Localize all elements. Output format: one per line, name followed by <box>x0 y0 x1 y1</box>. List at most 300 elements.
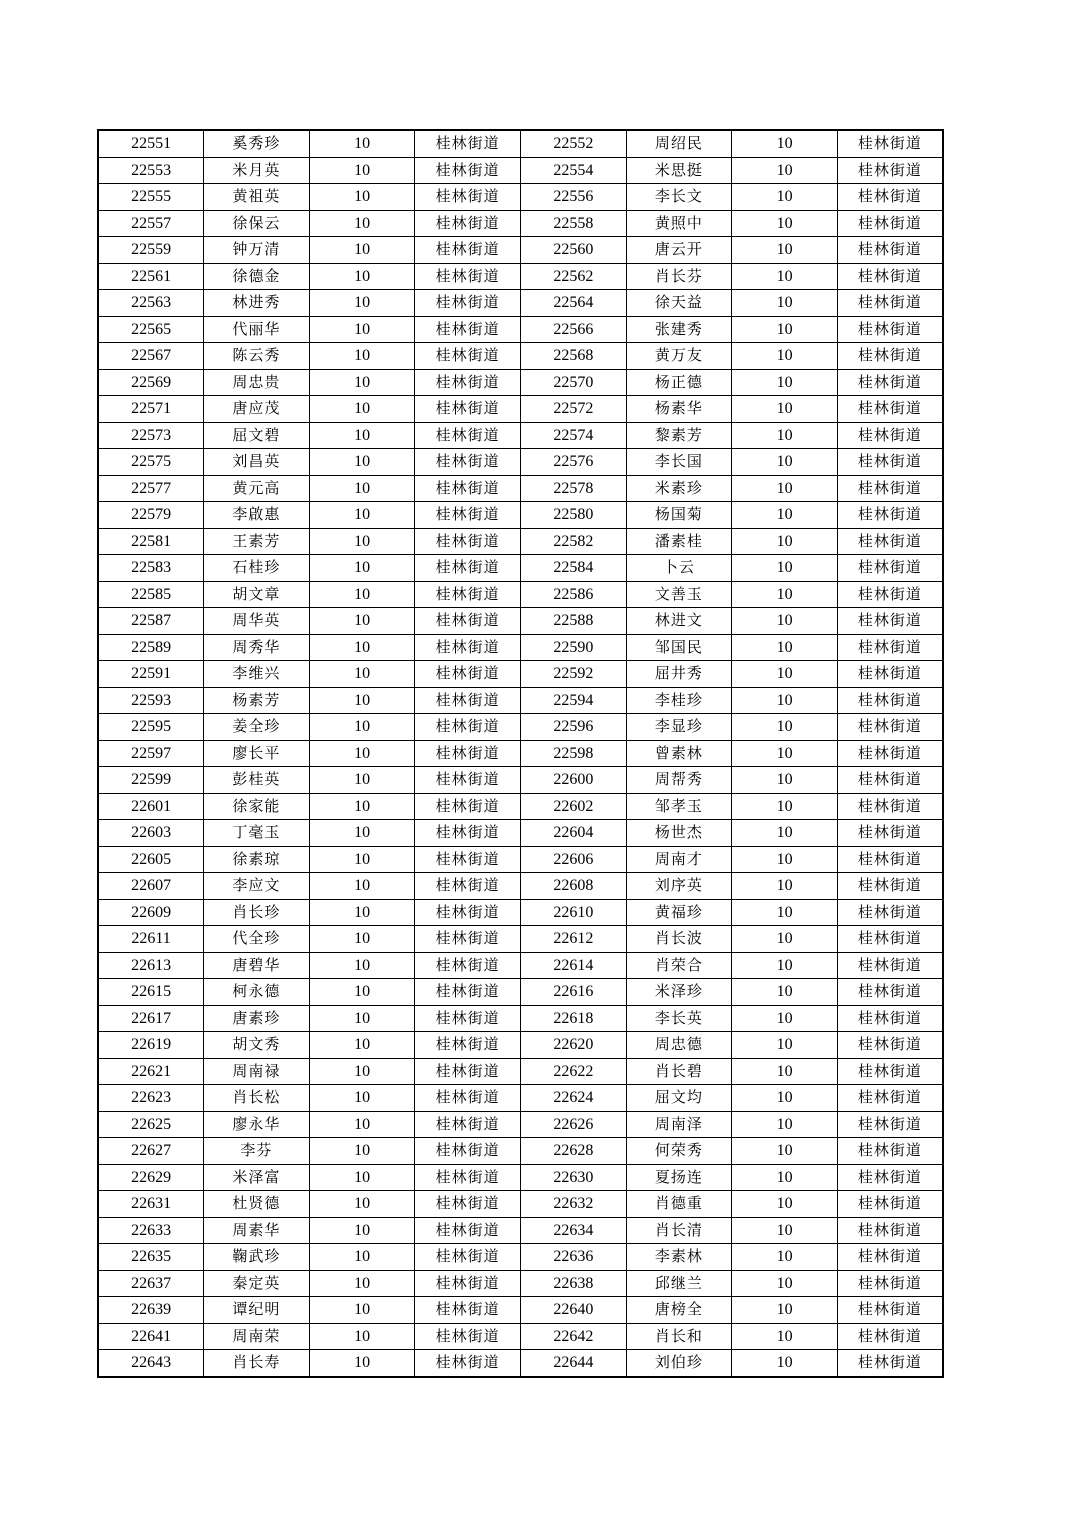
name-cell: 米思挺 <box>626 157 732 184</box>
amount-cell: 10 <box>732 634 838 661</box>
table-row <box>98 157 943 184</box>
serial-number-cell: 22624 <box>521 1085 627 1112</box>
street-cell: 桂林街道 <box>837 661 943 688</box>
serial-number-cell: 22573 <box>98 422 204 449</box>
street-cell: 桂林街道 <box>837 767 943 794</box>
amount-cell: 10 <box>309 1005 415 1032</box>
amount-cell: 10 <box>732 502 838 529</box>
street-cell: 桂林街道 <box>415 1350 521 1377</box>
amount-cell: 10 <box>732 740 838 767</box>
name-cell: 李啟惠 <box>204 502 310 529</box>
amount-cell: 10 <box>309 157 415 184</box>
name-cell: 卜云 <box>626 555 732 582</box>
table-row <box>98 130 943 157</box>
table-row <box>98 555 943 582</box>
street-cell: 桂林街道 <box>415 1005 521 1032</box>
street-cell: 桂林街道 <box>415 130 521 157</box>
amount-cell: 10 <box>732 767 838 794</box>
name-cell: 钟万清 <box>204 237 310 264</box>
amount-cell: 10 <box>732 528 838 555</box>
amount-cell: 10 <box>309 1058 415 1085</box>
name-cell: 张建秀 <box>626 316 732 343</box>
serial-number-cell: 22606 <box>521 846 627 873</box>
table-row <box>98 184 943 211</box>
name-cell: 周南禄 <box>204 1058 310 1085</box>
amount-cell: 10 <box>309 369 415 396</box>
table-row <box>98 899 943 926</box>
street-cell: 桂林街道 <box>415 1297 521 1324</box>
serial-number-cell: 22634 <box>521 1217 627 1244</box>
amount-cell: 10 <box>732 899 838 926</box>
serial-number-cell: 22588 <box>521 608 627 635</box>
name-cell: 杨正德 <box>626 369 732 396</box>
name-cell: 周绍民 <box>626 130 732 157</box>
name-cell: 屈井秀 <box>626 661 732 688</box>
table-row <box>98 528 943 555</box>
amount-cell: 10 <box>309 767 415 794</box>
amount-cell: 10 <box>309 449 415 476</box>
name-cell: 石桂珍 <box>204 555 310 582</box>
serial-number-cell: 22612 <box>521 926 627 953</box>
amount-cell: 10 <box>309 1244 415 1271</box>
amount-cell: 10 <box>309 475 415 502</box>
serial-number-cell: 22578 <box>521 475 627 502</box>
street-cell: 桂林街道 <box>415 1191 521 1218</box>
amount-cell: 10 <box>732 396 838 423</box>
serial-number-cell: 22551 <box>98 130 204 157</box>
name-cell: 屈文碧 <box>204 422 310 449</box>
serial-number-cell: 22619 <box>98 1032 204 1059</box>
name-cell: 廖长平 <box>204 740 310 767</box>
street-cell: 桂林街道 <box>837 184 943 211</box>
street-cell: 桂林街道 <box>837 846 943 873</box>
amount-cell: 10 <box>309 1085 415 1112</box>
serial-number-cell: 22618 <box>521 1005 627 1032</box>
street-cell: 桂林街道 <box>837 740 943 767</box>
amount-cell: 10 <box>732 1217 838 1244</box>
serial-number-cell: 22610 <box>521 899 627 926</box>
amount-cell: 10 <box>309 1032 415 1059</box>
amount-cell: 10 <box>732 1350 838 1377</box>
name-cell: 柯永德 <box>204 979 310 1006</box>
street-cell: 桂林街道 <box>415 1032 521 1059</box>
name-cell: 周南泽 <box>626 1111 732 1138</box>
street-cell: 桂林街道 <box>837 210 943 237</box>
serial-number-cell: 22568 <box>521 343 627 370</box>
name-cell: 奚秀珍 <box>204 130 310 157</box>
name-cell: 潘素桂 <box>626 528 732 555</box>
street-cell: 桂林街道 <box>837 1058 943 1085</box>
amount-cell: 10 <box>309 396 415 423</box>
serial-number-cell: 22563 <box>98 290 204 317</box>
amount-cell: 10 <box>309 634 415 661</box>
name-cell: 徐素琼 <box>204 846 310 873</box>
street-cell: 桂林街道 <box>837 1270 943 1297</box>
amount-cell: 10 <box>309 1138 415 1165</box>
serial-number-cell: 22560 <box>521 237 627 264</box>
amount-cell: 10 <box>732 316 838 343</box>
amount-cell: 10 <box>732 210 838 237</box>
street-cell: 桂林街道 <box>837 555 943 582</box>
serial-number-cell: 22627 <box>98 1138 204 1165</box>
street-cell: 桂林街道 <box>837 369 943 396</box>
table-row <box>98 1191 943 1218</box>
street-cell: 桂林街道 <box>415 210 521 237</box>
roster-table <box>97 129 944 1378</box>
name-cell: 米素珍 <box>626 475 732 502</box>
street-cell: 桂林街道 <box>837 237 943 264</box>
amount-cell: 10 <box>309 581 415 608</box>
serial-number-cell: 22626 <box>521 1111 627 1138</box>
street-cell: 桂林街道 <box>415 290 521 317</box>
serial-number-cell: 22575 <box>98 449 204 476</box>
street-cell: 桂林街道 <box>837 1323 943 1350</box>
table-row <box>98 449 943 476</box>
serial-number-cell: 22583 <box>98 555 204 582</box>
street-cell: 桂林街道 <box>415 475 521 502</box>
serial-number-cell: 22593 <box>98 687 204 714</box>
name-cell: 刘伯珍 <box>626 1350 732 1377</box>
amount-cell: 10 <box>309 687 415 714</box>
name-cell: 邹国民 <box>626 634 732 661</box>
serial-number-cell: 22613 <box>98 952 204 979</box>
roster-body <box>98 130 943 1377</box>
name-cell: 杨国菊 <box>626 502 732 529</box>
amount-cell: 10 <box>732 1164 838 1191</box>
name-cell: 周南荣 <box>204 1323 310 1350</box>
serial-number-cell: 22623 <box>98 1085 204 1112</box>
name-cell: 徐天益 <box>626 290 732 317</box>
table-row <box>98 1270 943 1297</box>
table-row <box>98 1005 943 1032</box>
serial-number-cell: 22602 <box>521 793 627 820</box>
table-row <box>98 926 943 953</box>
name-cell: 黎素芳 <box>626 422 732 449</box>
amount-cell: 10 <box>732 608 838 635</box>
serial-number-cell: 22630 <box>521 1164 627 1191</box>
serial-number-cell: 22617 <box>98 1005 204 1032</box>
street-cell: 桂林街道 <box>415 343 521 370</box>
name-cell: 邹孝玉 <box>626 793 732 820</box>
serial-number-cell: 22639 <box>98 1297 204 1324</box>
street-cell: 桂林街道 <box>837 1244 943 1271</box>
street-cell: 桂林街道 <box>837 263 943 290</box>
amount-cell: 10 <box>732 449 838 476</box>
name-cell: 肖长清 <box>626 1217 732 1244</box>
name-cell: 肖荣合 <box>626 952 732 979</box>
street-cell: 桂林街道 <box>837 1111 943 1138</box>
table-row <box>98 767 943 794</box>
serial-number-cell: 22577 <box>98 475 204 502</box>
name-cell: 徐德金 <box>204 263 310 290</box>
amount-cell: 10 <box>732 1244 838 1271</box>
amount-cell: 10 <box>732 979 838 1006</box>
name-cell: 唐素珍 <box>204 1005 310 1032</box>
amount-cell: 10 <box>732 820 838 847</box>
table-row <box>98 1085 943 1112</box>
table-row <box>98 740 943 767</box>
table-row <box>98 290 943 317</box>
street-cell: 桂林街道 <box>837 634 943 661</box>
name-cell: 唐应茂 <box>204 396 310 423</box>
street-cell: 桂林街道 <box>415 634 521 661</box>
table-row <box>98 210 943 237</box>
amount-cell: 10 <box>732 422 838 449</box>
name-cell: 唐云开 <box>626 237 732 264</box>
serial-number-cell: 22554 <box>521 157 627 184</box>
serial-number-cell: 22564 <box>521 290 627 317</box>
amount-cell: 10 <box>309 343 415 370</box>
name-cell: 杨素华 <box>626 396 732 423</box>
street-cell: 桂林街道 <box>837 899 943 926</box>
street-cell: 桂林街道 <box>837 926 943 953</box>
table-row <box>98 661 943 688</box>
street-cell: 桂林街道 <box>415 952 521 979</box>
serial-number-cell: 22644 <box>521 1350 627 1377</box>
name-cell: 代全珍 <box>204 926 310 953</box>
name-cell: 林进秀 <box>204 290 310 317</box>
serial-number-cell: 22589 <box>98 634 204 661</box>
street-cell: 桂林街道 <box>837 316 943 343</box>
amount-cell: 10 <box>309 1191 415 1218</box>
serial-number-cell: 22604 <box>521 820 627 847</box>
amount-cell: 10 <box>309 210 415 237</box>
name-cell: 周忠德 <box>626 1032 732 1059</box>
amount-cell: 10 <box>732 1111 838 1138</box>
name-cell: 鞠武珍 <box>204 1244 310 1271</box>
name-cell: 姜全珍 <box>204 714 310 741</box>
name-cell: 杨世杰 <box>626 820 732 847</box>
street-cell: 桂林街道 <box>837 1032 943 1059</box>
amount-cell: 10 <box>309 502 415 529</box>
serial-number-cell: 22599 <box>98 767 204 794</box>
street-cell: 桂林街道 <box>837 1085 943 1112</box>
serial-number-cell: 22597 <box>98 740 204 767</box>
name-cell: 徐保云 <box>204 210 310 237</box>
serial-number-cell: 22607 <box>98 873 204 900</box>
name-cell: 杜贤德 <box>204 1191 310 1218</box>
name-cell: 唐碧华 <box>204 952 310 979</box>
street-cell: 桂林街道 <box>837 502 943 529</box>
serial-number-cell: 22557 <box>98 210 204 237</box>
street-cell: 桂林街道 <box>415 263 521 290</box>
serial-number-cell: 22570 <box>521 369 627 396</box>
street-cell: 桂林街道 <box>415 1058 521 1085</box>
amount-cell: 10 <box>309 1297 415 1324</box>
serial-number-cell: 22605 <box>98 846 204 873</box>
street-cell: 桂林街道 <box>837 1350 943 1377</box>
serial-number-cell: 22569 <box>98 369 204 396</box>
amount-cell: 10 <box>732 1191 838 1218</box>
table-row <box>98 608 943 635</box>
street-cell: 桂林街道 <box>415 237 521 264</box>
name-cell: 文善玉 <box>626 581 732 608</box>
amount-cell: 10 <box>309 820 415 847</box>
street-cell: 桂林街道 <box>837 290 943 317</box>
serial-number-cell: 22601 <box>98 793 204 820</box>
serial-number-cell: 22625 <box>98 1111 204 1138</box>
street-cell: 桂林街道 <box>837 952 943 979</box>
table-row <box>98 846 943 873</box>
street-cell: 桂林街道 <box>415 793 521 820</box>
table-row <box>98 873 943 900</box>
serial-number-cell: 22640 <box>521 1297 627 1324</box>
street-cell: 桂林街道 <box>415 608 521 635</box>
amount-cell: 10 <box>732 130 838 157</box>
street-cell: 桂林街道 <box>415 581 521 608</box>
serial-number-cell: 22622 <box>521 1058 627 1085</box>
serial-number-cell: 22581 <box>98 528 204 555</box>
street-cell: 桂林街道 <box>837 979 943 1006</box>
street-cell: 桂林街道 <box>837 1005 943 1032</box>
name-cell: 彭桂英 <box>204 767 310 794</box>
street-cell: 桂林街道 <box>415 396 521 423</box>
amount-cell: 10 <box>309 1270 415 1297</box>
street-cell: 桂林街道 <box>837 608 943 635</box>
street-cell: 桂林街道 <box>837 396 943 423</box>
street-cell: 桂林街道 <box>415 555 521 582</box>
name-cell: 李芬 <box>204 1138 310 1165</box>
street-cell: 桂林街道 <box>837 687 943 714</box>
serial-number-cell: 22556 <box>521 184 627 211</box>
street-cell: 桂林街道 <box>837 422 943 449</box>
street-cell: 桂林街道 <box>837 1164 943 1191</box>
amount-cell: 10 <box>309 873 415 900</box>
amount-cell: 10 <box>309 555 415 582</box>
amount-cell: 10 <box>309 979 415 1006</box>
table-row <box>98 979 943 1006</box>
name-cell: 肖长碧 <box>626 1058 732 1085</box>
name-cell: 胡文秀 <box>204 1032 310 1059</box>
name-cell: 李长国 <box>626 449 732 476</box>
amount-cell: 10 <box>732 1058 838 1085</box>
street-cell: 桂林街道 <box>415 1270 521 1297</box>
amount-cell: 10 <box>309 661 415 688</box>
name-cell: 米泽富 <box>204 1164 310 1191</box>
name-cell: 唐榜全 <box>626 1297 732 1324</box>
name-cell: 李维兴 <box>204 661 310 688</box>
amount-cell: 10 <box>732 1323 838 1350</box>
serial-number-cell: 22609 <box>98 899 204 926</box>
amount-cell: 10 <box>309 608 415 635</box>
table-row <box>98 475 943 502</box>
table-row <box>98 396 943 423</box>
street-cell: 桂林街道 <box>837 873 943 900</box>
serial-number-cell: 22615 <box>98 979 204 1006</box>
table-row <box>98 263 943 290</box>
street-cell: 桂林街道 <box>415 714 521 741</box>
amount-cell: 10 <box>732 343 838 370</box>
name-cell: 黄万友 <box>626 343 732 370</box>
amount-cell: 10 <box>732 369 838 396</box>
serial-number-cell: 22585 <box>98 581 204 608</box>
street-cell: 桂林街道 <box>415 820 521 847</box>
street-cell: 桂林街道 <box>837 528 943 555</box>
serial-number-cell: 22565 <box>98 316 204 343</box>
name-cell: 廖永华 <box>204 1111 310 1138</box>
street-cell: 桂林街道 <box>415 1111 521 1138</box>
amount-cell: 10 <box>732 581 838 608</box>
name-cell: 徐家能 <box>204 793 310 820</box>
street-cell: 桂林街道 <box>415 873 521 900</box>
name-cell: 丁毫玉 <box>204 820 310 847</box>
serial-number-cell: 22620 <box>521 1032 627 1059</box>
amount-cell: 10 <box>309 237 415 264</box>
name-cell: 黄祖英 <box>204 184 310 211</box>
serial-number-cell: 22567 <box>98 343 204 370</box>
street-cell: 桂林街道 <box>415 422 521 449</box>
name-cell: 黄福珍 <box>626 899 732 926</box>
serial-number-cell: 22558 <box>521 210 627 237</box>
amount-cell: 10 <box>732 1032 838 1059</box>
name-cell: 李长文 <box>626 184 732 211</box>
amount-cell: 10 <box>309 714 415 741</box>
amount-cell: 10 <box>732 952 838 979</box>
street-cell: 桂林街道 <box>415 899 521 926</box>
serial-number-cell: 22635 <box>98 1244 204 1271</box>
name-cell: 夏扬连 <box>626 1164 732 1191</box>
amount-cell: 10 <box>732 290 838 317</box>
amount-cell: 10 <box>732 263 838 290</box>
serial-number-cell: 22571 <box>98 396 204 423</box>
name-cell: 林进文 <box>626 608 732 635</box>
name-cell: 黄照中 <box>626 210 732 237</box>
amount-cell: 10 <box>732 873 838 900</box>
serial-number-cell: 22631 <box>98 1191 204 1218</box>
name-cell: 肖长芬 <box>626 263 732 290</box>
amount-cell: 10 <box>309 846 415 873</box>
table-row <box>98 1217 943 1244</box>
serial-number-cell: 22628 <box>521 1138 627 1165</box>
name-cell: 李应文 <box>204 873 310 900</box>
serial-number-cell: 22642 <box>521 1323 627 1350</box>
street-cell: 桂林街道 <box>837 1297 943 1324</box>
serial-number-cell: 22621 <box>98 1058 204 1085</box>
serial-number-cell: 22595 <box>98 714 204 741</box>
name-cell: 屈文均 <box>626 1085 732 1112</box>
amount-cell: 10 <box>732 846 838 873</box>
serial-number-cell: 22603 <box>98 820 204 847</box>
street-cell: 桂林街道 <box>837 157 943 184</box>
serial-number-cell: 22614 <box>521 952 627 979</box>
serial-number-cell: 22587 <box>98 608 204 635</box>
street-cell: 桂林街道 <box>415 926 521 953</box>
serial-number-cell: 22584 <box>521 555 627 582</box>
name-cell: 李长英 <box>626 1005 732 1032</box>
name-cell: 周南才 <box>626 846 732 873</box>
name-cell: 米月英 <box>204 157 310 184</box>
name-cell: 周华英 <box>204 608 310 635</box>
serial-number-cell: 22629 <box>98 1164 204 1191</box>
name-cell: 米泽珍 <box>626 979 732 1006</box>
name-cell: 杨素芳 <box>204 687 310 714</box>
serial-number-cell: 22591 <box>98 661 204 688</box>
serial-number-cell: 22562 <box>521 263 627 290</box>
street-cell: 桂林街道 <box>415 369 521 396</box>
amount-cell: 10 <box>732 1297 838 1324</box>
name-cell: 李桂珍 <box>626 687 732 714</box>
name-cell: 刘昌英 <box>204 449 310 476</box>
name-cell: 黄元高 <box>204 475 310 502</box>
amount-cell: 10 <box>732 926 838 953</box>
street-cell: 桂林街道 <box>415 767 521 794</box>
serial-number-cell: 22559 <box>98 237 204 264</box>
street-cell: 桂林街道 <box>837 820 943 847</box>
name-cell: 刘序英 <box>626 873 732 900</box>
name-cell: 秦定英 <box>204 1270 310 1297</box>
serial-number-cell: 22592 <box>521 661 627 688</box>
serial-number-cell: 22632 <box>521 1191 627 1218</box>
